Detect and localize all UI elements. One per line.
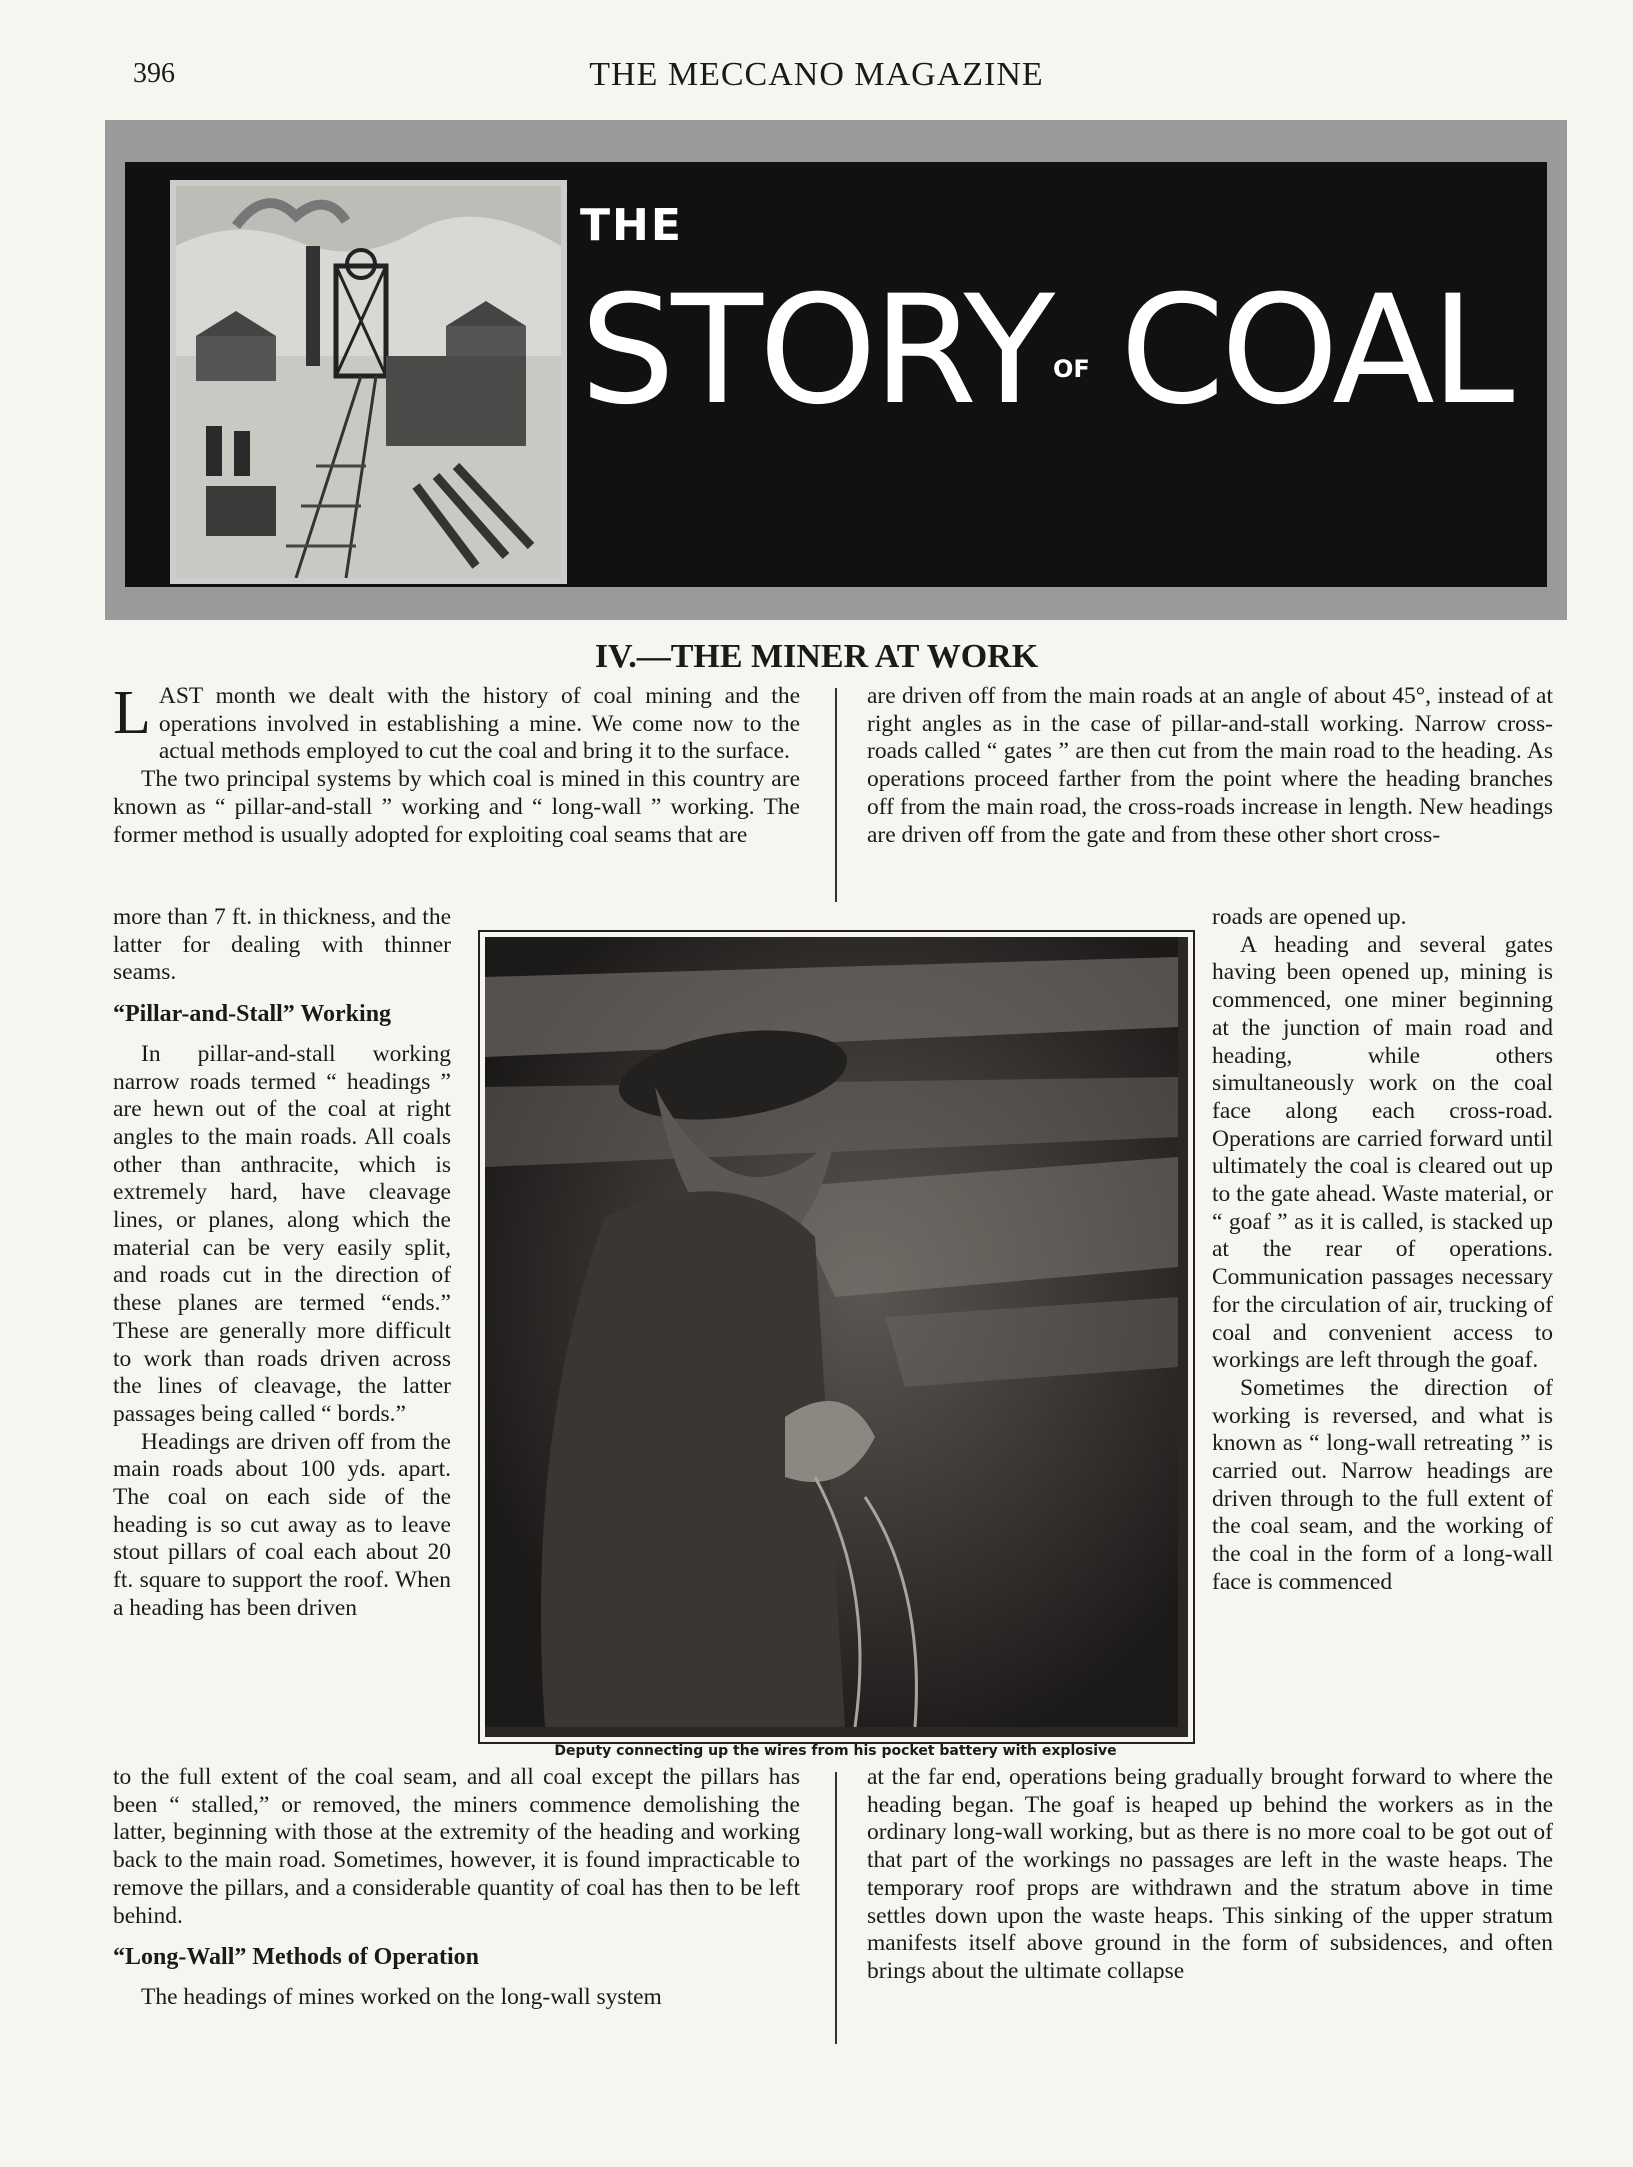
- headings-paragraph: Headings are driven off from the main roads about 100 yds. apart. The coal on each side of the heading is so cut away as to leave stout pillars of coal each about 20 ft. square to support the roof. When a heading has been driven: [113, 1428, 451, 1621]
- column-divider-top: [835, 688, 837, 902]
- pillar-and-stall-paragraph: In pillar-and-stall working narrow roads termed “ headings ” are hewn out of the coal at right angles to the main roads. All coals other than anthracite, which is extremely hard, have cleavage lines, or planes, along which the material can be very easily split, and roads cut in the direction of these planes are termed “ends.” These are generally more difficult to work than roads driven across the lines of cleavage, the latter passages being called “ bords.”: [113, 1040, 451, 1427]
- roads-opened-line: roads are opened up.: [1212, 904, 1407, 930]
- long-wall-subhead: “Long-Wall” Methods of Operation: [113, 1944, 480, 1971]
- long-wall-methods-paragraph: The headings of mines worked on the long-wall system: [141, 1983, 662, 2010]
- banner-coal: COAL: [1120, 264, 1511, 438]
- miner-photo: [478, 930, 1195, 1744]
- drop-cap: L: [113, 679, 151, 747]
- column-divider-bottom: [835, 1772, 837, 2044]
- thickness-paragraph: more than 7 ft. in thickness, and the latter for dealing with thinner seams.: [113, 904, 451, 986]
- mining-commenced-paragraph: A heading and several gates having been opened up, mining is commenced, one miner beginning at the junction of main road and heading, while others simultaneously work on the coal face along each cross-road. Operations are carried forward until ultimately the coal is cleared out up to the gate ahead. Waste material, or “ goaf ” as it is called, is stacked up at the rear of operations. Communication passages necessary for the circulation of air, trucking of coal and convenient access to workings are left through the goaf.: [1212, 931, 1553, 1374]
- column-narrow-right: [1212, 904, 1553, 1597]
- column-top-left: [113, 679, 800, 849]
- pillar-and-stall-subhead: “Pillar-and-Stall” Working: [113, 1001, 392, 1028]
- systems-paragraph: The two principal systems by which coal is mined in this country are known as “ pillar-and-stall ” working and “ long-wall ” working. The former method is usually adopted for exploiting coal seams that are: [113, 766, 800, 848]
- intro-paragraph: AST month we dealt with the history of coal mining and the operations involved in establishing a mine. We come now to the actual methods employed to cut the coal and bring it to the surface.: [158, 683, 800, 765]
- column-narrow-left: [113, 904, 451, 1623]
- colliery-illustration: [170, 180, 567, 584]
- section-title: IV.—THE MINER AT WORK: [594, 638, 1039, 675]
- page-number: 396: [133, 58, 175, 89]
- banner-the: THE: [580, 200, 683, 251]
- column-top-right: [867, 683, 1553, 849]
- column-bottom-right: [867, 1764, 1553, 1986]
- far-end-paragraph: at the far end, operations being gradually brought forward to where the heading began. The goaf is heaped up behind the workers as in the ordinary long-wall working, but as there is no more coal to be got out of that part of the workings no passages are left in the waste heaps. The temporary roof props are withdrawn and the stratum above in time settles down upon the waste heaps. This sinking of the upper stratum manifests itself above ground in the form of subsidences, and often brings about the ultimate collapse: [867, 1764, 1553, 1984]
- long-wall-retreating-paragraph: Sometimes the direction of working is reversed, and what is known as “ long-wall retreating ” is carried out. Narrow headings are driven through to the full extent of the coal seam, and the working of the coal in the form of a long-wall face is commenced: [1212, 1374, 1553, 1595]
- banner-story: STORY: [580, 264, 1052, 438]
- magazine-title: THE MECCANO MAGAZINE: [589, 56, 1044, 93]
- photo-caption: Deputy connecting up the wires from his pocket battery with explosive: [554, 1743, 1117, 1759]
- column-bottom-left: [113, 1764, 800, 2012]
- pillars-removal-paragraph: to the full extent of the coal seam, and all coal except the pillars has been “ stalled,” or removed, the miners commence demolishing the latter, beginning with those at the extremity of the heading and working back to the main road. Sometimes, however, it is found impracticable to remove the pillars, and a considerable quantity of coal has then to be left behind.: [113, 1764, 800, 1929]
- banner-of: OF: [1053, 355, 1090, 383]
- long-wall-headings-paragraph: are driven off from the main roads at an angle of about 45°, instead of at right angles as in the case of pillar-and-stall working. Narrow cross-roads called “ gates ” are then cut from the main road to the heading. As operations proceed farther from the point where the heading branches off from the main road, the cross-roads increase in length. New headings are driven off from the gate and from these other short cross-: [867, 683, 1553, 848]
